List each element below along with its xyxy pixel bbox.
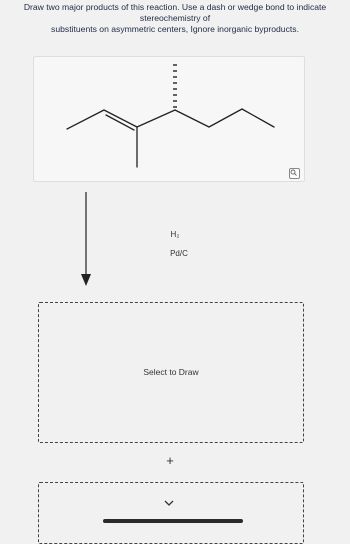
question-line-1: Draw two major products of this reaction. Use a dash or wedge bond to indicate stereochemistry of bbox=[23, 2, 327, 23]
magnifier-icon bbox=[290, 169, 297, 176]
question-line-2: substituents on asymmetric centers, Ignore inorganic byproducts. bbox=[51, 24, 299, 34]
second-drawing-canvas[interactable] bbox=[38, 482, 304, 544]
double-bond-inner bbox=[106, 115, 134, 130]
home-indicator bbox=[103, 519, 243, 523]
bond bbox=[209, 109, 242, 127]
reagent-h2: H₂ bbox=[170, 230, 180, 239]
add-product-button[interactable]: + bbox=[166, 453, 174, 468]
bond bbox=[137, 110, 175, 127]
select-to-draw-label: Select to Draw bbox=[143, 367, 199, 377]
reagent-catalyst: Pd/C bbox=[170, 249, 188, 258]
zoom-button[interactable] bbox=[289, 168, 300, 179]
double-bond-outer bbox=[104, 110, 137, 127]
bond bbox=[242, 109, 274, 127]
molecule-drawing bbox=[34, 57, 304, 181]
hashed-wedge-bond bbox=[173, 65, 177, 107]
drawing-canvas[interactable] bbox=[38, 302, 304, 443]
chevron-down-icon[interactable] bbox=[162, 496, 176, 510]
reaction-arrow bbox=[80, 192, 92, 288]
bond bbox=[67, 110, 104, 129]
starting-material-structure bbox=[33, 56, 305, 182]
question-text bbox=[0, 2, 350, 35]
bond bbox=[175, 110, 209, 127]
